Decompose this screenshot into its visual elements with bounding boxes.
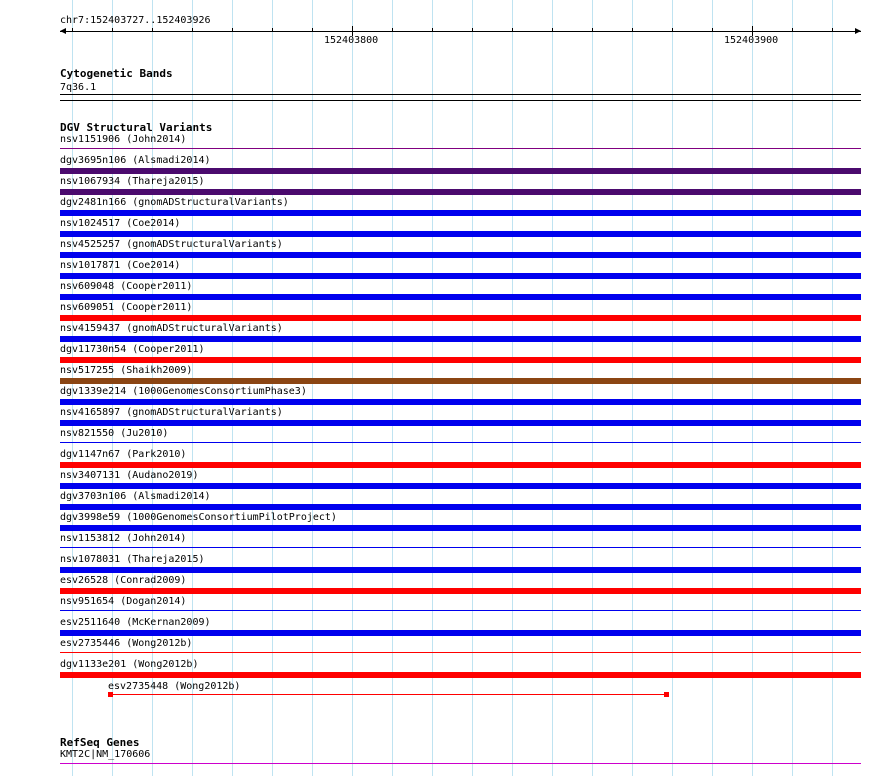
- ruler-minor-tick: [592, 28, 593, 32]
- dgv-variant-bar[interactable]: [60, 525, 861, 531]
- dgv-variant-bar[interactable]: [60, 610, 861, 611]
- refseq-gene-line[interactable]: [60, 763, 861, 764]
- dgv-variant-label[interactable]: nsv1024517 (Coe2014): [60, 218, 181, 229]
- ruler-minor-tick: [712, 28, 713, 32]
- dgv-variant-label[interactable]: nsv951654 (Dogan2014): [60, 596, 187, 607]
- grid-line: [792, 0, 793, 776]
- dgv-variant-bar[interactable]: [60, 420, 861, 426]
- dgv-variant-label[interactable]: nsv1153812 (John2014): [60, 533, 187, 544]
- dgv-variant-label[interactable]: nsv517255 (Shaikh2009): [60, 365, 193, 376]
- ruler-minor-tick: [512, 28, 513, 32]
- dgv-variant-label[interactable]: dgv2481n166 (gnomADStructuralVariants): [60, 197, 289, 208]
- grid-line: [352, 0, 353, 776]
- grid-line: [512, 0, 513, 776]
- dgv-variant-bar[interactable]: [60, 357, 861, 363]
- cytoband-track-title[interactable]: Cytogenetic Bands: [60, 67, 173, 80]
- dgv-variant-bar[interactable]: [60, 462, 861, 468]
- ruler-minor-tick: [232, 28, 233, 32]
- dgv-variant-label[interactable]: dgv3703n106 (Alsmadi2014): [60, 491, 211, 502]
- dgv-variant-label[interactable]: dgv1339e214 (1000GenomesConsortiumPhase3): [60, 386, 307, 397]
- dgv-variant-bar[interactable]: [60, 148, 861, 149]
- ruler-minor-tick: [312, 28, 313, 32]
- dgv-variant-label[interactable]: nsv4165897 (gnomADStructuralVariants): [60, 407, 283, 418]
- ruler-minor-tick: [472, 28, 473, 32]
- ruler-minor-tick: [72, 28, 73, 32]
- grid-line: [312, 0, 313, 776]
- dgv-variant-bar[interactable]: [60, 630, 861, 636]
- ruler-minor-tick: [792, 28, 793, 32]
- dgv-variant-label[interactable]: dgv3695n106 (Alsmadi2014): [60, 155, 211, 166]
- ruler-minor-tick: [632, 28, 633, 32]
- dgv-variant-label[interactable]: nsv1017871 (Coe2014): [60, 260, 181, 271]
- partial-variant-end-marker: [664, 692, 669, 697]
- ruler-minor-tick: [832, 28, 833, 32]
- ruler-right-arrow-icon: [855, 28, 861, 34]
- dgv-variant-bar[interactable]: [60, 652, 861, 653]
- dgv-variant-label[interactable]: nsv1067934 (Thareja2015): [60, 176, 205, 187]
- dgv-variant-bar[interactable]: [60, 672, 861, 678]
- grid-line: [392, 0, 393, 776]
- grid-line: [432, 0, 433, 776]
- ruler-tick-label-2: 152403900: [724, 35, 779, 46]
- dgv-variant-label[interactable]: nsv1078031 (Thareja2015): [60, 554, 205, 565]
- cytoband-label: 7q36.1: [60, 82, 97, 93]
- dgv-variant-label[interactable]: nsv609048 (Cooper2011): [60, 281, 193, 292]
- dgv-variant-label[interactable]: dgv1133e201 (Wong2012b): [60, 659, 199, 670]
- dgv-variant-bar[interactable]: [60, 294, 861, 300]
- position-label: chr7:152403727..152403926: [60, 15, 211, 26]
- ruler-minor-tick: [272, 28, 273, 32]
- partial-variant-start-marker: [108, 692, 113, 697]
- cytoband-top-line: [60, 94, 861, 95]
- dgv-variant-bar[interactable]: [60, 273, 861, 279]
- refseq-track-title[interactable]: RefSeq Genes: [60, 736, 140, 749]
- dgv-variant-bar[interactable]: [60, 336, 861, 342]
- dgv-variant-bar[interactable]: [60, 547, 861, 548]
- dgv-variant-bar[interactable]: [60, 442, 861, 443]
- ruler-left-arrow-icon: [60, 28, 66, 34]
- ruler-tick-label-1: 152403800: [324, 35, 379, 46]
- dgv-variant-bar[interactable]: [60, 567, 861, 573]
- dgv-variant-label[interactable]: dgv11730n54 (Cooper2011): [60, 344, 205, 355]
- dgv-track-title[interactable]: DGV Structural Variants: [60, 121, 213, 134]
- dgv-variant-bar[interactable]: [60, 315, 861, 321]
- refseq-gene-label[interactable]: KMT2C|NM_170606: [60, 749, 151, 760]
- dgv-variant-bar[interactable]: [60, 378, 861, 384]
- ruler-minor-tick: [392, 28, 393, 32]
- grid-line: [592, 0, 593, 776]
- dgv-variant-label[interactable]: esv2511640 (McKernan2009): [60, 617, 211, 628]
- dgv-variant-bar[interactable]: [60, 168, 861, 174]
- dgv-variant-label[interactable]: nsv821550 (Ju2010): [60, 428, 169, 439]
- grid-line: [472, 0, 473, 776]
- dgv-variant-label[interactable]: esv2735446 (Wong2012b): [60, 638, 193, 649]
- dgv-variant-bar[interactable]: [60, 483, 861, 489]
- ruler-minor-tick: [672, 28, 673, 32]
- dgv-variant-bar[interactable]: [60, 231, 861, 237]
- dgv-variant-bar[interactable]: [60, 189, 861, 195]
- grid-line: [552, 0, 553, 776]
- dgv-variant-label[interactable]: dgv3998e59 (1000GenomesConsortiumPilotProject): [60, 512, 337, 523]
- ruler-minor-tick: [432, 28, 433, 32]
- dgv-variant-label[interactable]: nsv1151906 (John2014): [60, 134, 187, 145]
- dgv-variant-label[interactable]: nsv3407131 (Audano2019): [60, 470, 199, 481]
- grid-line: [632, 0, 633, 776]
- partial-variant-line[interactable]: [110, 694, 666, 695]
- dgv-variant-label[interactable]: nsv609051 (Cooper2011): [60, 302, 193, 313]
- grid-line: [712, 0, 713, 776]
- dgv-variant-label[interactable]: nsv4525257 (gnomADStructuralVariants): [60, 239, 283, 250]
- dgv-variant-bar[interactable]: [60, 588, 861, 594]
- dgv-variant-label[interactable]: dgv1147n67 (Park2010): [60, 449, 187, 460]
- dgv-variant-bar[interactable]: [60, 504, 861, 510]
- dgv-variant-label[interactable]: nsv4159437 (gnomADStructuralVariants): [60, 323, 283, 334]
- ruler-minor-tick: [192, 28, 193, 32]
- ruler-axis: [60, 31, 861, 32]
- ruler-minor-tick: [552, 28, 553, 32]
- cytoband-bottom-line: [60, 100, 861, 101]
- dgv-variant-label[interactable]: esv26528 (Conrad2009): [60, 575, 187, 586]
- grid-line: [672, 0, 673, 776]
- grid-line: [832, 0, 833, 776]
- ruler-minor-tick: [112, 28, 113, 32]
- grid-line: [752, 0, 753, 776]
- dgv-variant-bar[interactable]: [60, 399, 861, 405]
- dgv-variant-bar[interactable]: [60, 210, 861, 216]
- partial-variant-label[interactable]: esv2735448 (Wong2012b): [108, 681, 241, 692]
- ruler-minor-tick: [152, 28, 153, 32]
- dgv-variant-bar[interactable]: [60, 252, 861, 258]
